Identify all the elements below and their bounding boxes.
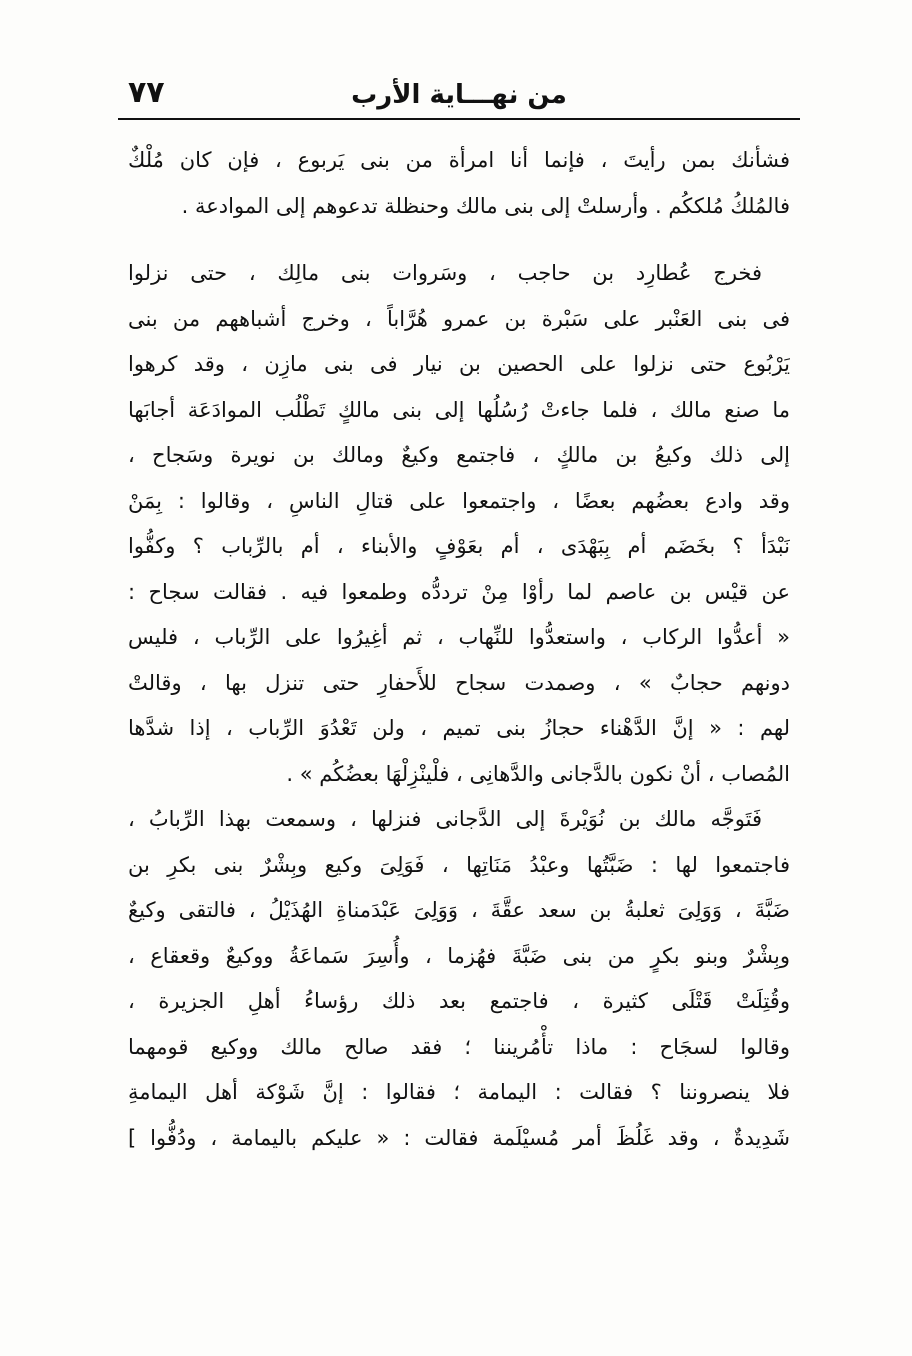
text-line: « أعدُّوا الركاب ، واستعدُّوا للنِّهاب ، ثم أغِيرُوا على الرِّباب ، فليس [128,625,790,649]
text-line: فشأنك بمن رأيتَ ، فإنما أنا امرأة من بنى يَربوع ، فإن كان مُلْكٌ [128,148,790,172]
body-text [128,138,790,1161]
text-line: فخرج عُطارِد بن حاجب ، وسَروات بنى مالِك ، حتى نزلوا [128,261,762,285]
text-line: فى بنى العَنْبر على سَبْرة بن عمرو هُرَّاباً ، وخرج أشباههم من بنى [128,306,790,331]
text-line: فالمُلكُ مُلككُم . وأرسلتْ إلى بنى مالك وحنظلة تدعوهم إلى الموادعة . [181,193,790,218]
text-line: عن قيْس بن عاصم لما رأوْا مِنْ ترددُّه وطمعوا فيه . فقالت سجاح : [128,579,790,604]
text-line: فاجتمعوا لها : ضَبَّتُها وعبْدُ مَنَاتِها ، فَوَلِىَ وكيع وبِشْرٌ بنى بكرِ بن [128,852,790,877]
paragraph-gap [128,229,790,251]
text-line: لهم : « إنَّ الدَّهْناء حجازُ بنى تميم ، ولن تَعْدُوَ الرِّباب ، إذا شدَّها [128,716,790,740]
text-line: دونهم حجابٌ » ، وصمدت سجاح للأَحفارِ حتى تنزل بها ، وقالتْ [128,670,790,695]
paragraph [128,797,790,1161]
text-line: ما صنع مالك ، فلما جاءتْ رُسُلُها إلى بنى مالكٍ تَطْلُب الموادَعَة أجابَها [128,397,790,422]
text-line: فَتَوجَّه مالك بن نُوَيْرةَ إلى الدَّجانى فنزلها ، وسمعت بهذا الرِّبابُ ، [128,807,762,831]
text-line: المُصاب ، أنْ نكون بالدَّجانى والدَّهانِى ، فلْينْزِلْهَا بعضُكُم » . [286,761,790,786]
text-line: شَدِيدةٌ ، وقد غَلُظَ أمر مُسيْلَمة فقالت : « عليكم باليمامة ، ودُفُّوا ] [128,1125,790,1150]
paragraph [128,251,790,797]
text-line: نَبْدَأ ؟ بخَضَم أم بِبَهْدَى ، أم بعَوْفٍ والأبناء ، أم بالرِّباب ؟ وكفُّوا [128,534,790,558]
page-header [118,70,800,116]
text-line: وقالوا لسجَاح : ماذا تأْمُريننا ؛ فقد صالح مالك ووكيع قومهما [128,1034,790,1059]
text-line: إلى ذلك وكيعُ بن مالكٍ ، فاجتمع وكيعٌ ومالك بن نويرة وسَجاح ، [128,443,790,467]
text-line: ضَبَّةَ ، وَوَلِىَ ثعلبةُ بن سعد عقَّةَ ، وَوَلِىَ عَبْدَمناةِ الهُذَيْلُ ، فالتقى وكيعٌ [128,898,790,922]
text-line: فلا ينصروننا ؟ فقالت : اليمامة ؛ فقالوا : إنَّ شَوْكة أهل اليمامةِ [128,1080,790,1104]
text-line: وقد وادع بعضُهم بعضًا ، واجتمعوا على قتالِ الناسِ ، وقالوا : بِمَنْ [128,488,790,513]
running-title: من نهـــاية الأرب [351,80,567,110]
paragraph [128,138,790,229]
text-line: وقُتِلَتْ قَتْلَى كثيرة ، فاجتمع بعد ذلك رؤساءُ أهلِ الجزيرة ، [128,989,790,1013]
text-line: وبِشْرٌ وبنو بكرٍ من بنى ضَبَّةَ فهُزما ، وأُسِرَ سَماعَةُ ووكيعٌ وقعقاع ، [128,943,790,968]
text-line: يَرْبُوع حتى نزلوا على الحصين بن نيار فى بنى مازِن ، وقد كرهوا [128,352,790,376]
page-number: ٧٧ [128,75,165,110]
header-divider [118,118,800,120]
